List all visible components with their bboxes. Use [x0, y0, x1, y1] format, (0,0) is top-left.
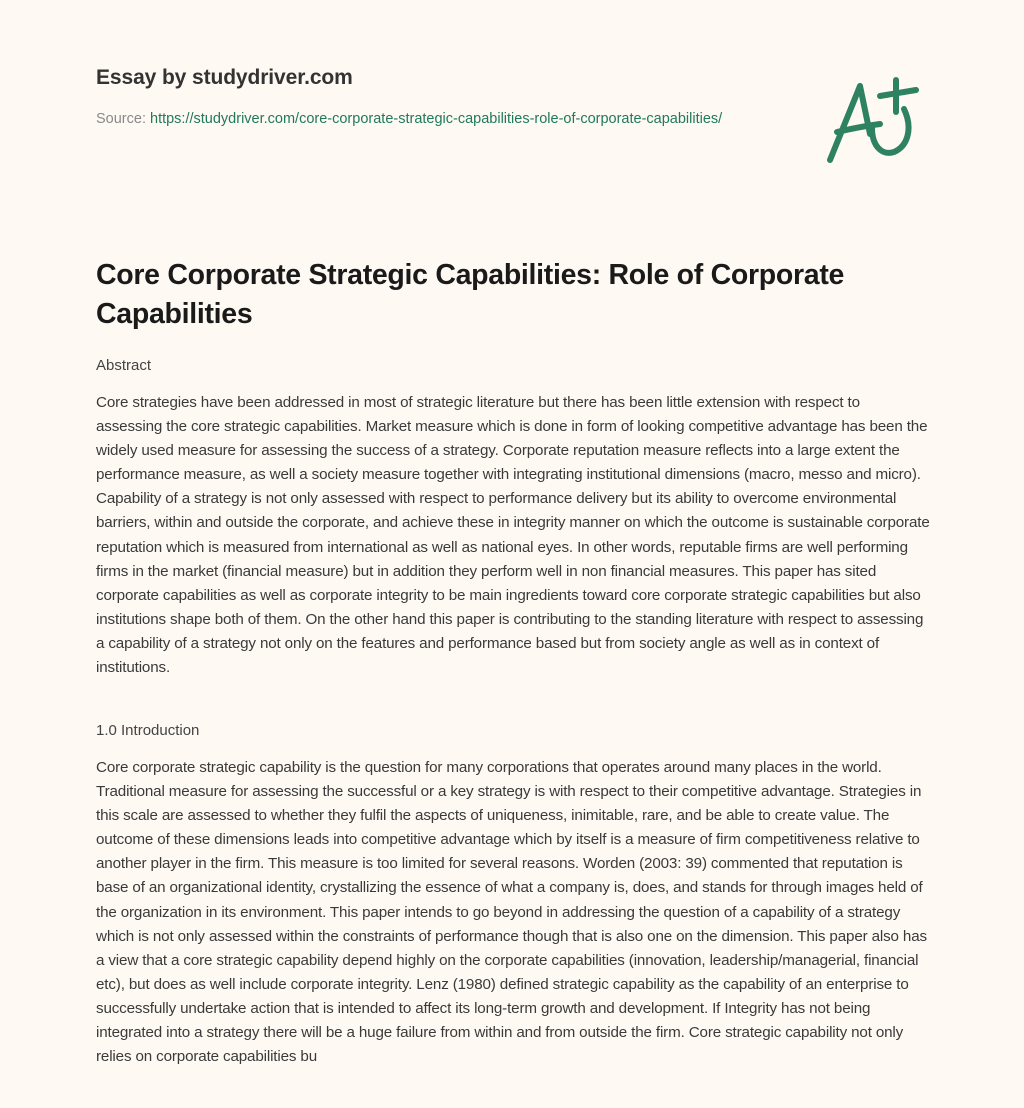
a-plus-logo-svg: [820, 66, 930, 166]
abstract-paragraph: Core strategies have been addressed in most of strategic literature but there has been little extension with respect to assessing the core strategic capabilities. Market measure which is done in form of looking competitive advantage has been the widely used measure for assessing the success of a strategy. Corporate reputation measure reflects into a large extent the performance measure, as well a society measure together with integrating institutional dimensions (macro, messo and micro). Capability of a strategy is not only assessed with respect to performance delivery but its ability to overcome environmental barriers, within and outside the corporate, and achieve these in integrity manner on which the outcome is sustainable corporate reputation which is measured from international as well as national eyes. In other words, reputable firms are well performing firms in the market (financial measure) but in addition they perform well in non financial measures. This paper has sited corporate capabilities as well as corporate integrity to be main ingredients toward core corporate strategic capabilities but also institutions shape both of them. On the other hand this paper is contributing to the standing literature with respect to assessing a capability of a strategy not only on the features and performance based but from society angle as well as in context of institutions.: [96, 394, 930, 677]
source-link[interactable]: https://studydriver.com/core-corporate-strategic-capabilities-role-of-corporate-capabilities/: [150, 111, 723, 127]
site-header: [96, 64, 796, 131]
section-heading-abstract: Abstract: [96, 357, 152, 374]
a-plus-grade-icon: [820, 66, 930, 166]
site-title: Essay by studydriver.com: [96, 66, 353, 89]
document-title: Core Corporate Strategic Capabilities: Role of Corporate Capabilities: [96, 259, 845, 330]
introduction-paragraph: Core corporate strategic capability is the question for many corporations that operates around many places in the world. Traditional measure for assessing the successful or a key strategy is with respect to their competitive advantage. Strategies in this scale are assessed to whether they fulfil the aspects of uniqueness, inimitable, rare, and be able to create value. The outcome of these dimensions leads into competitive advantage which by itself is a measure of firm competitiveness relative to another player in the firm. This measure is too limited for several reasons. Worden (2003: 39) commented that reputation is base of an organizational identity, crystallizing the essence of what a company is, does, and stands for through images held of the organization in its environment. This paper intends to go beyond in addressing the question of a capability of a strategy which is not only assessed within the constraints of performance though that is also one on the dimension. This paper also has a view that a core strategic capability depend highly on the corporate capabilities (innovation, leadership/managerial, financial etc), but does as well include corporate integrity. Lenz (1980) defined strategic capability as the capability of an enterprise to successfully undertake action that is intended to affect its long-term growth and development. If Integrity has not being integrated into a strategy there will be a huge failure from within and from outside the firm. Core strategic capability not only relies on corporate capabilities bu: [96, 759, 927, 1066]
section-heading-introduction: 1.0 Introduction: [96, 722, 200, 739]
source-line: [96, 108, 756, 131]
source-label: Source:: [96, 111, 150, 127]
